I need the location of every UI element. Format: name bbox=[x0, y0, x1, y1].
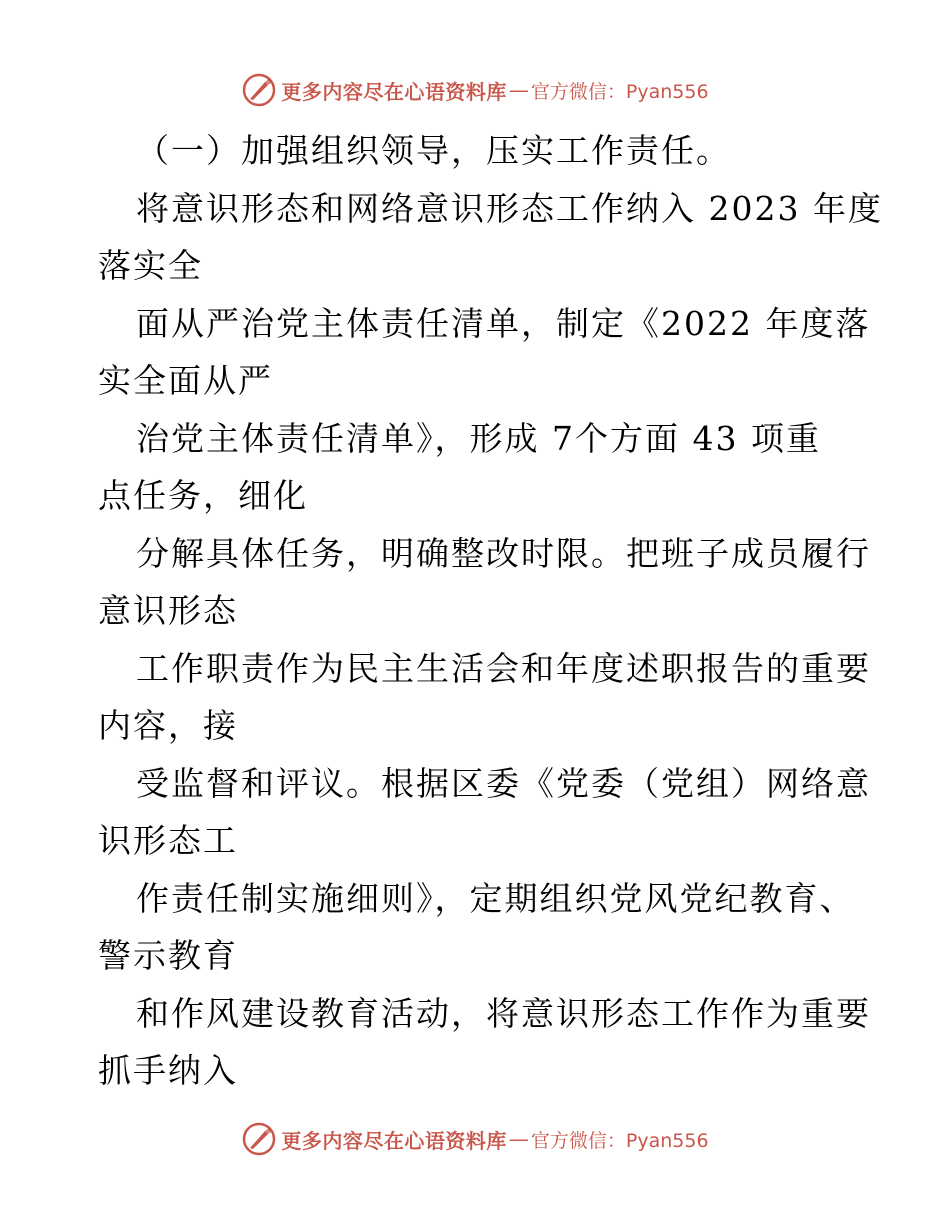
footer-watermark bbox=[0, 1119, 950, 1159]
text-line: 内容，接 bbox=[98, 706, 238, 745]
text-line: 受监督和评议。根据区委《党委（党组）网络意 bbox=[136, 763, 871, 803]
text-line: 意识形态 bbox=[98, 591, 238, 630]
text-line: 面从严治党主体责任清单，制定《2022 年度落 bbox=[136, 303, 871, 343]
text-line: 警示教育 bbox=[98, 936, 238, 975]
text-line: 落实全 bbox=[98, 246, 203, 285]
watermark-separator: — bbox=[508, 78, 529, 102]
text-line: 实全面从严 bbox=[98, 361, 273, 400]
header-watermark bbox=[0, 70, 950, 110]
document-body bbox=[98, 122, 883, 1100]
quill-seal-icon bbox=[241, 1121, 277, 1157]
text-line: 将意识形态和网络意识形态工作纳入 2023 年度 bbox=[136, 188, 883, 228]
text-line: 点任务，细化 bbox=[98, 476, 308, 515]
text-line: 分解具体任务，明确整改时限。把班子成员履行 bbox=[136, 533, 871, 573]
text-line: 治党主体责任清单》，形成 7个方面 43 项重 bbox=[136, 418, 821, 458]
watermark-contact: 官方微信：Pyan556 bbox=[530, 80, 709, 103]
watermark-site-text: 更多内容尽在心语资料库 bbox=[281, 1128, 507, 1153]
text-line: 和作风建设教育活动，将意识形态工作作为重要 bbox=[136, 993, 871, 1033]
watermark-separator: — bbox=[508, 1127, 529, 1151]
text-line: 工作职责作为民主生活会和年度述职报告的重要 bbox=[136, 648, 871, 688]
quill-seal-icon bbox=[241, 72, 277, 108]
text-line: （一）加强组织领导，压实工作责任。 bbox=[136, 131, 731, 170]
watermark-contact: 官方微信：Pyan556 bbox=[530, 1129, 709, 1152]
text-line: 作责任制实施细则》，定期组织党风党纪教育、 bbox=[136, 878, 855, 918]
watermark-site-text: 更多内容尽在心语资料库 bbox=[281, 79, 507, 104]
text-line: 抓手纳入 bbox=[98, 1051, 238, 1090]
text-line: 识形态工 bbox=[98, 821, 238, 860]
